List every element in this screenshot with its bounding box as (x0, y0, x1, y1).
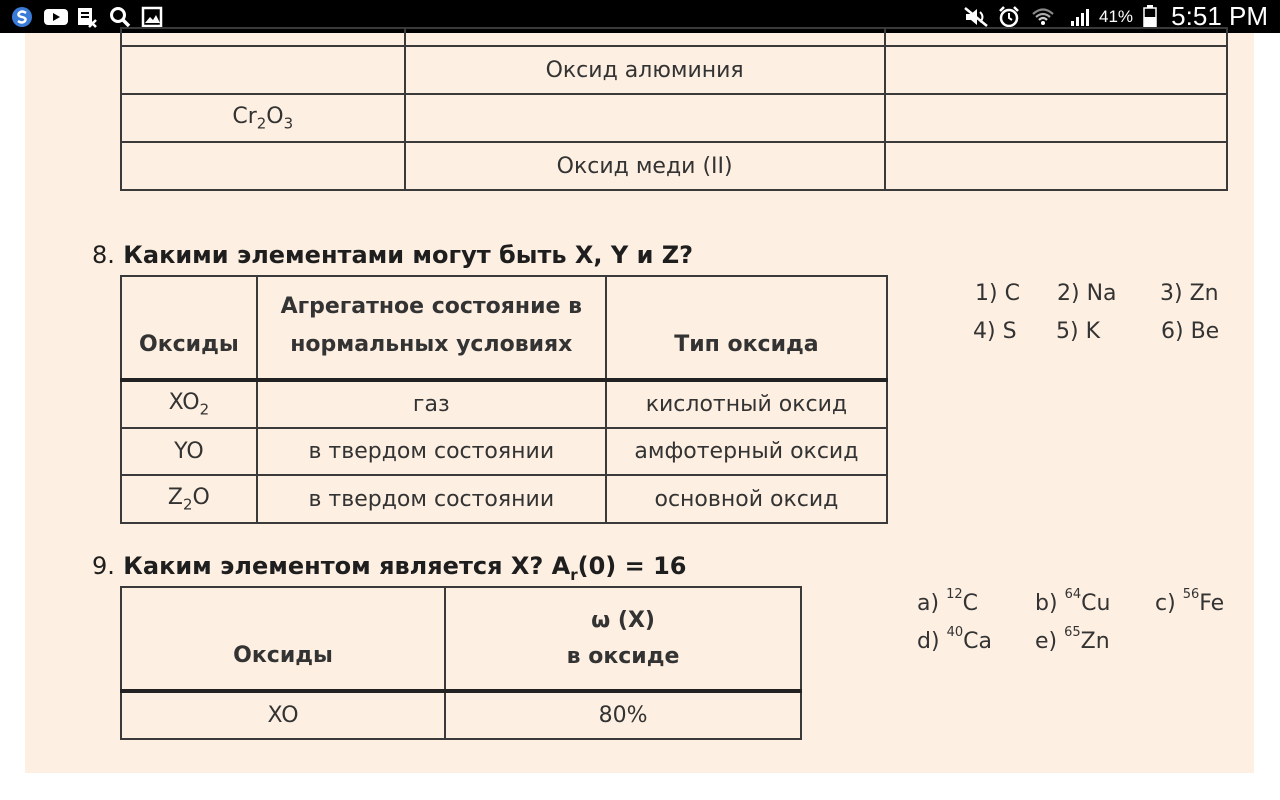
battery-percent: 41% (1099, 7, 1134, 26)
table-header-row (121, 587, 801, 691)
oxide-name-cell: Оксид меди (II) (405, 142, 885, 190)
table-cell (885, 94, 1227, 142)
mute-icon (962, 6, 990, 28)
option: a) $^{12}$C (917, 587, 978, 616)
option: 6) Be (1161, 319, 1220, 344)
table-row (121, 46, 1227, 94)
type-cell: основной оксид (606, 475, 887, 523)
mass-fraction-cell: 80% (445, 691, 801, 739)
option: 5) K (1056, 319, 1100, 344)
table-cell (121, 142, 405, 190)
question-8-table (120, 275, 888, 524)
option: 1) C (975, 281, 1020, 306)
oxide-formula-cell: YO (121, 428, 257, 475)
option: b) $^{64}$Cu (1035, 587, 1111, 616)
gallery-icon (140, 6, 164, 28)
table-row (121, 428, 887, 475)
table-row (121, 94, 1227, 142)
table-row (121, 28, 1227, 46)
option: d) $^{40}$Ca (917, 625, 992, 654)
option: 4) S (973, 319, 1017, 344)
table-cell (885, 28, 1227, 46)
search-icon (108, 6, 132, 28)
table-cell (121, 28, 405, 46)
table-row (121, 142, 1227, 190)
oxide-names-table (120, 27, 1228, 191)
youtube-icon (42, 6, 70, 28)
header-oxides: Оксиды (121, 276, 257, 380)
oxide-name-cell: Оксид алюминия (405, 46, 885, 94)
table-row (121, 380, 887, 428)
alarm-icon (996, 6, 1022, 28)
state-cell: в твердом состоянии (257, 428, 606, 475)
battery-icon (1141, 6, 1159, 28)
type-cell: кислотный оксид (606, 380, 887, 428)
question-8-title: 8. Какими элементами могут быть X, Y и Z? (92, 241, 694, 269)
table-cell (885, 142, 1227, 190)
oxide-formula-cell: $XO_2$ (121, 380, 257, 428)
state-cell: газ (257, 380, 606, 428)
type-cell: амфотерный оксид (606, 428, 887, 475)
table-header-row (121, 276, 887, 380)
blocked-image-icon (76, 6, 98, 28)
document-page[interactable] (25, 33, 1254, 773)
header-oxides: Оксиды (121, 587, 445, 691)
table-cell (405, 94, 885, 142)
table-cell (121, 46, 405, 94)
s-app-icon (10, 6, 34, 28)
clock: 5:51 PM (1171, 1, 1268, 31)
header-state: Агрегатное состояние в нормальных условиях (257, 276, 606, 380)
table-row (121, 475, 887, 523)
option: c) $^{56}$Fe (1155, 587, 1225, 616)
header-mass-fraction: ω (X) в оксиде (445, 587, 801, 691)
question-9-table (120, 586, 802, 740)
oxide-formula-cell: XO (121, 691, 445, 739)
header-type: Тип оксида (606, 276, 887, 380)
option: e) $^{65}$Zn (1035, 625, 1110, 654)
signal-icon (1066, 6, 1094, 28)
question-9-title: 9. Каким элементом является X? $A_r(0) = 16$ (92, 552, 687, 584)
option: 3) Zn (1160, 281, 1219, 306)
table-cell (885, 46, 1227, 94)
oxide-formula-cell: $Cr_2O_3$ (121, 94, 405, 142)
wifi-icon (1030, 6, 1056, 28)
state-cell: в твердом состоянии (257, 475, 606, 523)
oxide-formula-cell: $Z_2O$ (121, 475, 257, 523)
option: 2) Na (1057, 281, 1117, 306)
table-row (121, 691, 801, 739)
table-cell (405, 28, 885, 46)
